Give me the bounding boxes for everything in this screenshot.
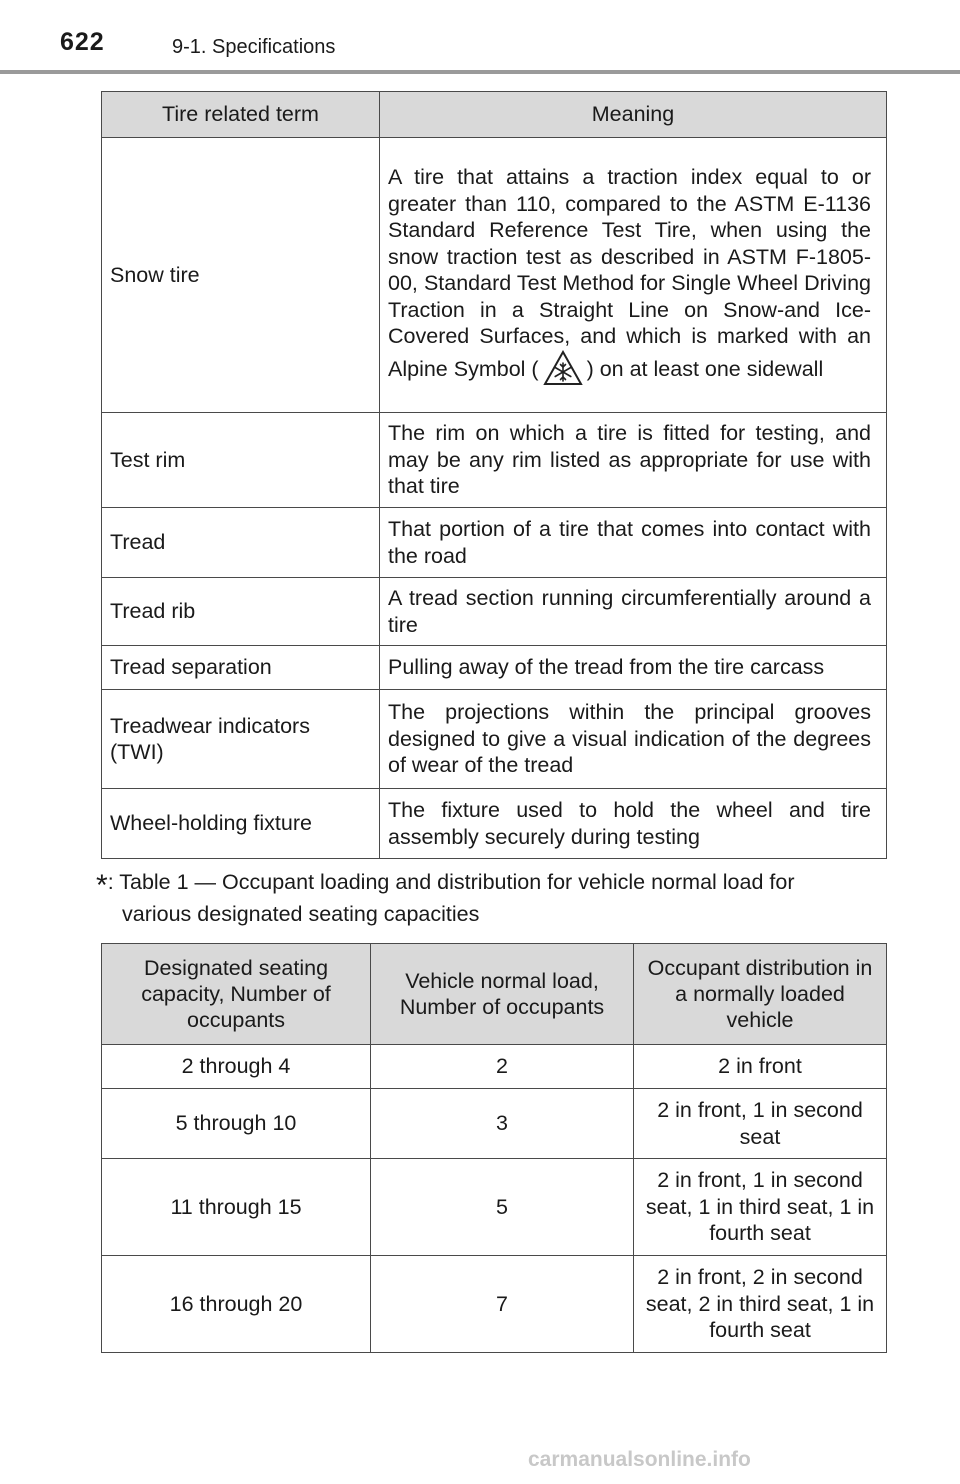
- meaning-cell: That portion of a tire that comes into contact with the road: [380, 508, 887, 578]
- table-row: [102, 690, 887, 789]
- term-cell: Tread: [102, 508, 380, 578]
- table-row: [102, 1159, 887, 1256]
- meaning-text-end: ) on at least one sidewall: [586, 356, 824, 381]
- column-header-meaning: Meaning: [380, 92, 887, 138]
- distribution-cell: 2 in front, 1 in second seat: [634, 1089, 887, 1159]
- table-header-row: [102, 944, 887, 1045]
- distribution-cell: 2 in front, 2 in second seat, 2 in third seat, 1 in fourth seat: [634, 1256, 887, 1353]
- column-header-term: Tire related term: [102, 92, 380, 138]
- normal-load-cell: 7: [371, 1256, 634, 1353]
- seating-capacity-cell: 16 through 20: [102, 1256, 371, 1353]
- column-header-distribution: Occupant distribution in a normally loaded vehicle: [634, 944, 887, 1045]
- normal-load-cell: 2: [371, 1045, 634, 1089]
- column-header-normal-load: Vehicle normal load, Number of occupants: [371, 944, 634, 1045]
- table-row: [102, 1045, 887, 1089]
- footnote-line-1: [96, 868, 896, 900]
- table-row: [102, 138, 887, 413]
- footnote-marker: *: [96, 869, 108, 902]
- tire-terms-table: [101, 91, 887, 859]
- term-cell: Test rim: [102, 413, 380, 508]
- footnote-text: : Table 1 — Occupant loading and distribution for vehicle normal load for: [107, 870, 795, 894]
- table-row: [102, 578, 887, 646]
- header-rule: [0, 70, 960, 74]
- seating-capacity-cell: 11 through 15: [102, 1159, 371, 1256]
- meaning-cell: The rim on which a tire is fitted for testing, and may be any rim listed as appropriate for use with that tire: [380, 413, 887, 508]
- term-cell: Treadwear indicators (TWI): [102, 690, 380, 789]
- seating-capacity-cell: 2 through 4: [102, 1045, 371, 1089]
- table-row: [102, 413, 887, 508]
- table-header-row: [102, 92, 887, 138]
- meaning-cell: [380, 138, 887, 413]
- section-title: 9-1. Specifications: [172, 36, 336, 58]
- footnote-line-2: various designated seating capacities: [122, 902, 480, 926]
- term-cell: Snow tire: [102, 138, 380, 413]
- distribution-cell: 2 in front, 1 in second seat, 1 in third seat, 1 in fourth seat: [634, 1159, 887, 1256]
- column-header-seating-capacity: Designated seating capacity, Number of occupants: [102, 944, 371, 1045]
- distribution-cell: 2 in front: [634, 1045, 887, 1089]
- alpine-snowflake-icon: [543, 350, 583, 386]
- normal-load-cell: 5: [371, 1159, 634, 1256]
- table-footnote: [96, 868, 896, 929]
- meaning-cell: The projections within the principal grooves designed to give a visual indication of the degrees of wear of the tread: [380, 690, 887, 789]
- table-row: [102, 508, 887, 578]
- page-number: 622: [60, 28, 105, 56]
- term-cell: Tread separation: [102, 646, 380, 690]
- table-row: [102, 646, 887, 690]
- term-cell: Tread rib: [102, 578, 380, 646]
- meaning-cell: The fixture used to hold the wheel and tire assembly securely during testing: [380, 789, 887, 859]
- seating-capacity-cell: 5 through 10: [102, 1089, 371, 1159]
- term-cell: Wheel-holding fixture: [102, 789, 380, 859]
- watermark: carmanualsonline.info: [528, 1448, 751, 1471]
- meaning-cell: A tread section running circumferentially around a tire: [380, 578, 887, 646]
- table-row: [102, 1089, 887, 1159]
- normal-load-cell: 3: [371, 1089, 634, 1159]
- occupant-loading-table: [101, 943, 887, 1353]
- table-row: [102, 789, 887, 859]
- table-row: [102, 1256, 887, 1353]
- meaning-text: A tire that attains a traction index equal to or greater than 110, compared to the ASTM E-1136 Standard Reference Test Tire, when using the snow traction test as described in ASTM F-1805-00, Standard Test Method for Single Wheel Driving Traction in a Straight Line on Snow-and Ice-Covered Surfaces, and which is marked with an Alpine Symbol (: [388, 165, 871, 381]
- meaning-cell: Pulling away of the tread from the tire carcass: [380, 646, 887, 690]
